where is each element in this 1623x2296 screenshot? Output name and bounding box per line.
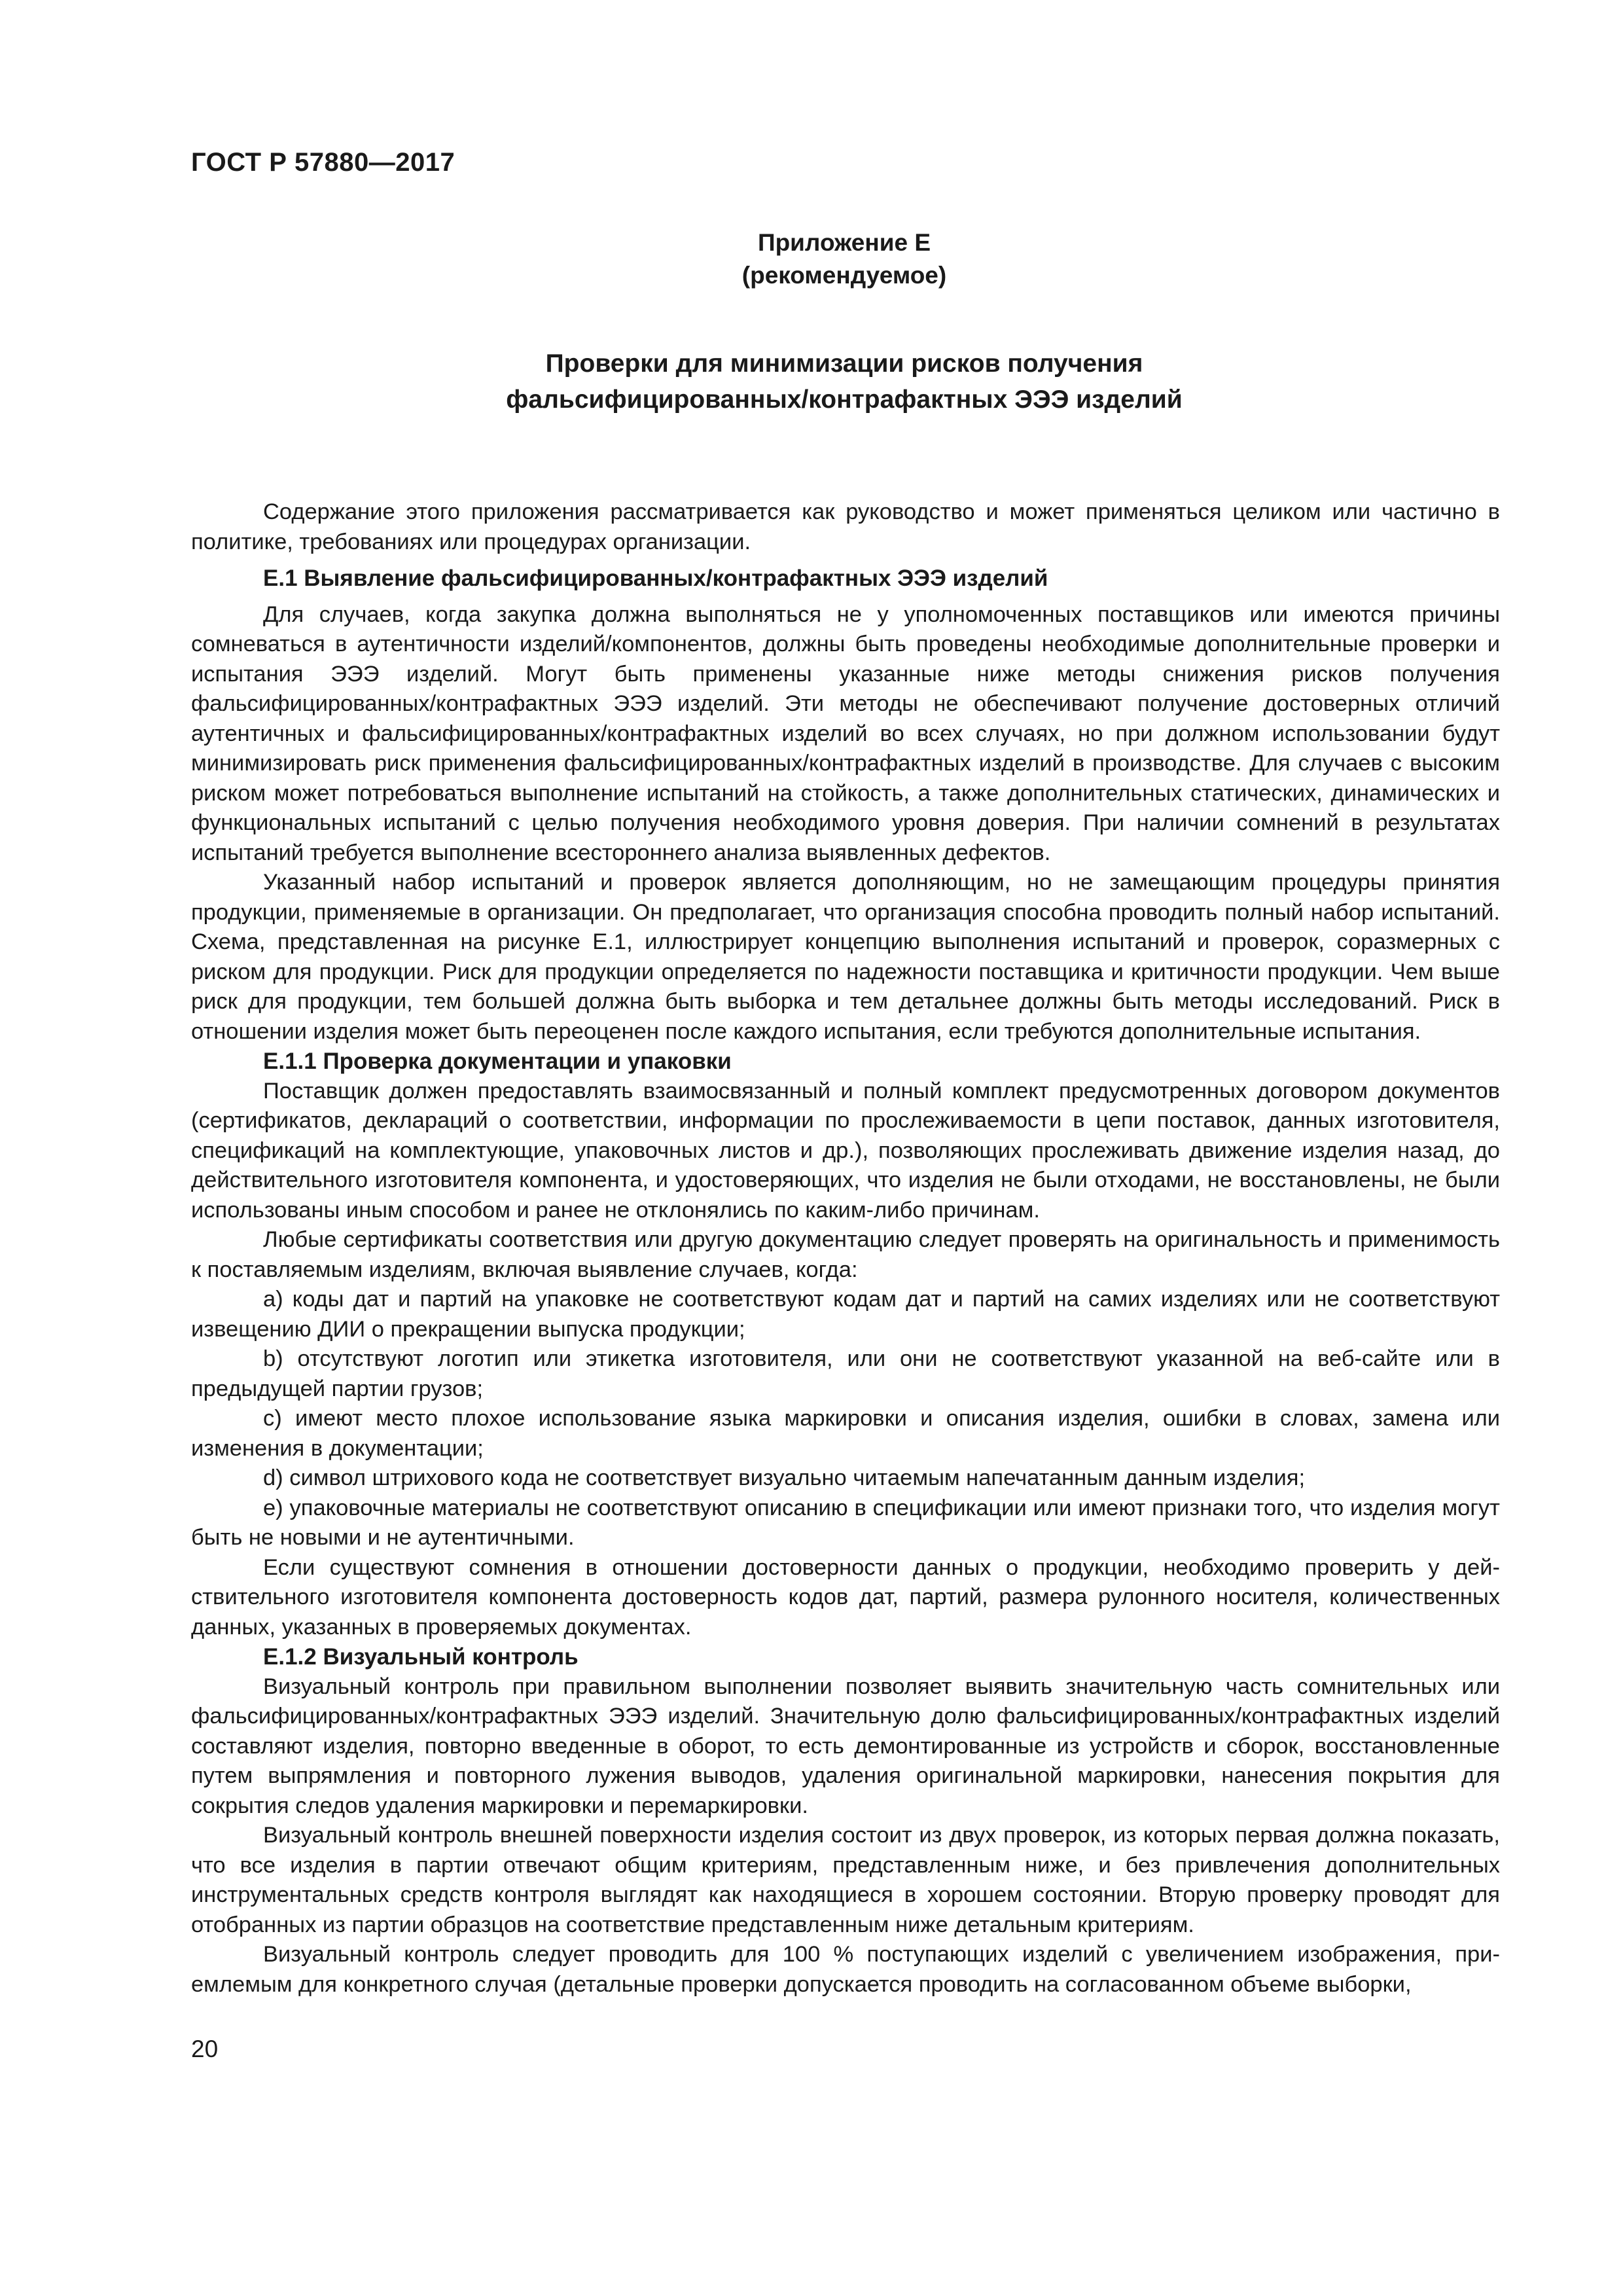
annex-status: (рекомендуемое) (741, 262, 947, 289)
list-item-a: a) коды дат и партий на упаковке не соответствуют кодам дат и партий на самих изделиях или не соответствуют извещению ДИИ о прекращении выпуска продукции; (191, 1287, 1500, 1342)
document-body (191, 497, 1500, 2000)
section-e12-paragraph-3: Визуальный контроль следует проводить для 100 % поступающих изделий с увеличением изображения, приемлемым для конкретного случая (детальные проверки допускается проводить на согласованном объеме выборки, (191, 1942, 1500, 1997)
section-e11-heading: Е.1.1 Проверка документации и упаковки (263, 1049, 732, 1074)
annex-title-line-1: Проверки для минимизации рисков получения (545, 350, 1143, 378)
section-e1-paragraph-1: Для случаев, когда закупка должна выполняться не у уполномоченных поставщиков или имеются причины сомневаться в аутентичности изделий/компонентов, должны быть проведены необходимые дополнительные проверки и испытания ЭЭЭ изделий. Могут быть применены указанные ниже методы снижения рисков получения фальсифицированных/контрафактных ЭЭЭ изделий. Эти методы не обеспечивают получение достоверных отличий аутентичных и фальсифицированных/контрафактных изделий во всех случаях, но при должном использовании будут минимизировать риск применения фальсифицированных/контрафактных изделий в производстве. Для случаев с высоким риском может потребоваться выполнение испытаний на стойкость, а также дополнительных статических, динамических и функциональных испытаний с целью получения необходимого уровня доверия. При наличии сомнений в результатах испытаний требуется выполнение всестороннего анализа выявленных дефектов. (191, 601, 1500, 865)
section-e11-paragraph-2: Любые сертификаты соответствия или другую документацию следует проверять на оригинальность и применимость к поставляемым изделиям, включая выявление случаев, когда: (191, 1227, 1500, 1282)
section-e12-paragraph-1: Визуальный контроль при правильном выполнении позволяет выявить значительную часть сомнительных или фальсифицированных/контрафактных ЭЭЭ изделий. Значительную долю фальсифицированных/контрафактных изделий составляют изделия, повторно введенные в оборот, то есть демонтированные из устройств и сборок, восстановленные путем выпрямления и повторного лужения выводов, удаления оригинальной маркировки, нанесения покрытия для сокрытия следов удаления маркировки и перемаркировки. (191, 1674, 1500, 1818)
intro-paragraph: Содержание этого приложения рассматривается как руководство и может применяться целиком или частично в политике, требованиях или процедурах организации. (191, 499, 1500, 554)
section-e12-paragraph-2: Визуальный контроль внешней поверхности изделия состоит из двух проверок, из которых первая должна показать, что все изделия в партии отвечают общим критериям, представленным ниже, и без привлечения дополнительных инструментальных средств контроля выглядят как находящиеся в хорошем состоянии. Вторую проверку проводят для отобранных из партии образцов на соответствие представленным ниже детальным критериям. (191, 1823, 1500, 1937)
annex-heading (0, 226, 1623, 292)
page-number: 20 (191, 2036, 219, 2062)
section-e11-paragraph-3: Если существуют сомнения в отношении достоверности данных о продукции, необходимо проверить у действительного изготовителя компонента достоверность кодов дат, партий, размера рулонного носителя, количественных данных, указанных в проверяемых документах. (191, 1554, 1500, 1640)
standard-header: ГОСТ Р 57880—2017 (191, 148, 455, 177)
list-item-c: c) имеют место плохое использование языка маркировки и описания изделия, ошибки в словах, замена или изменения в документации; (191, 1406, 1500, 1461)
section-e12-heading: Е.1.2 Визуальный контроль (263, 1644, 579, 1670)
annex-title (0, 346, 1623, 418)
list-item-e: e) упаковочные материалы не соответствуют описанию в спецификации или имеют признаки того, что изделия могут быть не новыми и не аутентичными. (191, 1495, 1500, 1550)
annex-title-line-2: фальсифицированных/контрафактных ЭЭЭ изделий (506, 386, 1183, 414)
section-e1-heading: Е.1 Выявление фальсифицированных/контрафактных ЭЭЭ изделий (263, 565, 1048, 591)
section-e11-paragraph-1: Поставщик должен предоставлять взаимосвязанный и полный комплект предусмотренных договором документов (сертификатов, деклараций о соответствии, информации по прослеживаемости в цепи поставок, данных изготовителя, спецификаций на комплектующие, упаковочных листов и др.), позволяющих прослеживать движение изделия назад, до действительного изготовителя компонента, и удостоверяющих, что изделия не были отходами, не восстановлены, не были использованы иным способом и ранее не отклонялись по каким-либо причинам. (191, 1078, 1500, 1223)
section-e1-paragraph-2: Указанный набор испытаний и проверок является дополняющим, но не замещающим процедуры принятия продукции, применяемые в организации. Он предполагает, что организация способна проводить полный набор испытаний. Схема, представленная на рисунке Е.1, иллюстрирует концепцию выполнения испытаний и проверок, соразмерных с риском для продукции. Риск для продукции определяется по надежности поставщика и критичности продукции. Чем выше риск для продукции, тем большей должна быть выборка и тем детальнее должны быть методы исследований. Риск в отношении изделия может быть переоценен после каждого испытания, если требуются дополнительные испытания. (191, 870, 1500, 1044)
annex-label: Приложение Е (757, 229, 931, 256)
list-item-b: b) отсутствуют логотип или этикетка изготовителя, или они не соответствуют указанной на веб-сайте или в предыдущей партии грузов; (191, 1346, 1500, 1401)
list-item-d: d) символ штрихового кода не соответствует визуально читаемым напечатанным данным изделия; (263, 1465, 1306, 1490)
